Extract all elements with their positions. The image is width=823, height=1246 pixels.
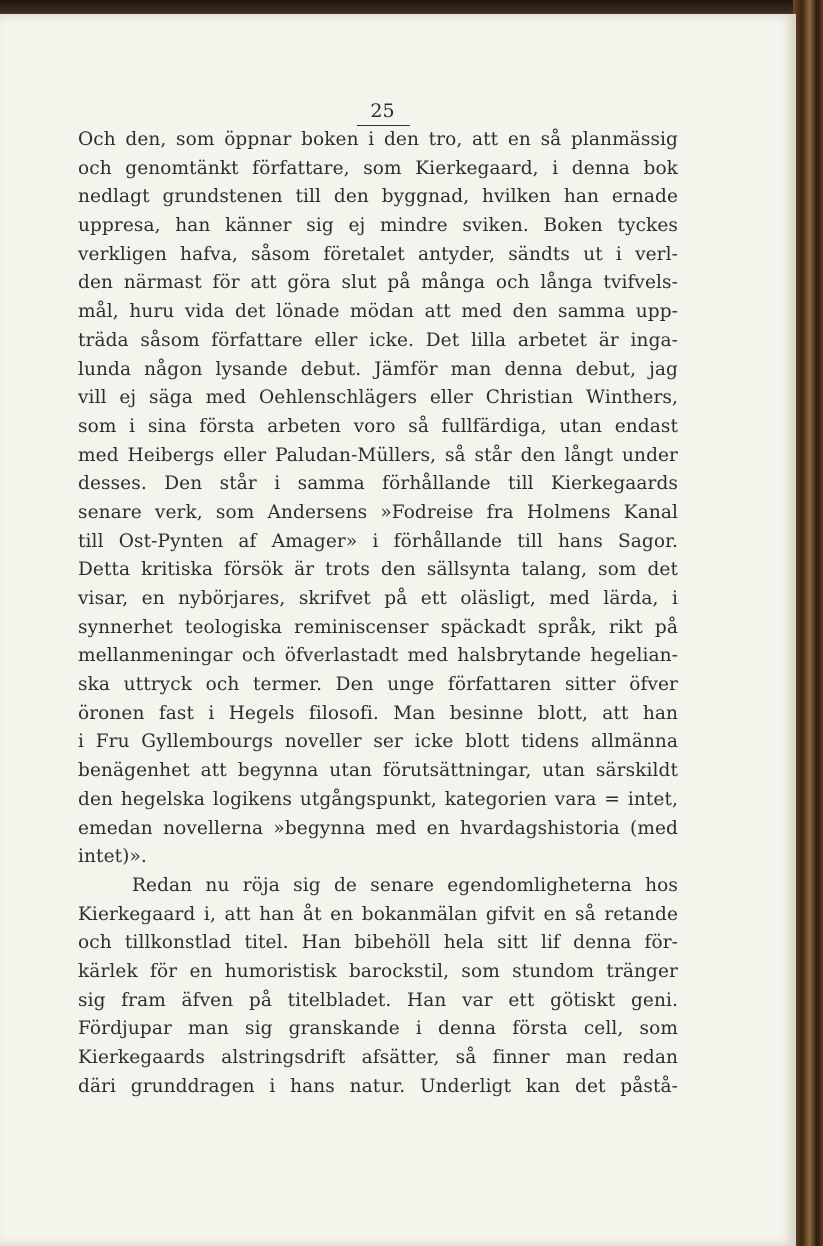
text-line: däri grunddragen i hans natur. Underligt kan det påstå- (78, 1075, 678, 1097)
text-line: nedlagt grundstenen till den byggnad, hvilken han ernade (78, 186, 678, 208)
text-line: lunda någon lysande debut. Jämför man denna debut, jag (78, 358, 678, 380)
text-line: sig fram äfven på titelbladet. Han var ett götiskt geni. (78, 989, 678, 1011)
text-line: öronen fast i Hegels filosofi. Man besinne blott, att han (78, 702, 678, 724)
text-line: Detta kritiska försök är trots den sällsynta talang, som det (78, 559, 678, 581)
text-line: och tillkonstlad titel. Han bibehöll hela sitt lif denna för- (78, 932, 678, 954)
text-line: uppresa, han känner sig ej mindre sviken. Boken tyckes (78, 215, 678, 237)
text-line: benägenhet att begynna utan förutsättningar, utan särskildt (78, 760, 678, 782)
text-line: mål, huru vida det lönade mödan att med den samma upp- (78, 301, 678, 323)
text-line: visar, en nybörjares, skrifvet på ett oläsligt, med lärda, i (78, 588, 678, 609)
text-line: Kierkegaard i, att han åt en bokanmälan gifvit en så retande (78, 903, 678, 925)
text-line: Fördjupar man sig granskande i denna första cell, som (78, 1018, 678, 1040)
text-line: den närmast för att göra slut på många och långa tvifvels- (78, 272, 678, 294)
text-line: emedan novellerna »begynna med en hvardagshistoria (med (78, 817, 678, 839)
text-line: den hegelska logikens utgångspunkt, kategorien vara = intet, (78, 788, 678, 810)
text-line: i Fru Gyllembourgs noveller ser icke blott tidens allmänna (78, 731, 678, 753)
text-line-paragraph-start: Redan nu röja sig de senare egendomligheterna hos (132, 874, 678, 896)
text-line: Kierkegaards alstringsdrift afsätter, så finner man redan (78, 1047, 678, 1068)
text-line: desses. Den står i samma förhållande till Kierkegaards (78, 473, 678, 495)
text-line: med Heibergs eller Paludan-Müllers, så står den långt under (78, 444, 678, 466)
text-line: som i sina första arbeten voro så fullfärdiga, utan endast (78, 415, 678, 437)
text-line-paragraph-end: intet)». (78, 846, 147, 868)
text-line: verkligen hafva, såsom företalet antyder, sändts ut i verl- (78, 243, 678, 265)
page-body-text (78, 126, 678, 1101)
text-line: Och den, som öppnar boken i den tro, att en så planmässig (78, 129, 678, 150)
text-line: vill ej säga med Oehlenschlägers eller Christian Winthers, (78, 387, 678, 409)
page-number: 25 (370, 100, 395, 122)
book-binding-edge (793, 0, 823, 1246)
text-line: mellanmeningar och öfverlastadt med halsbrytande hegelian- (78, 645, 678, 667)
text-line: och genomtänkt författare, som Kierkegaard, i denna bok (78, 157, 678, 179)
text-line: senare verk, som Andersens »Fodreise fra Holmens Kanal (78, 501, 678, 523)
text-line: kärlek för en humoristisk barockstil, som stundom tränger (78, 960, 678, 982)
text-line: ska uttryck och termer. Den unge författaren sitter öfver (78, 674, 678, 696)
text-line: till Ost-Pynten af Amager» i förhållande till hans Sagor. (78, 530, 678, 552)
text-line: träda såsom författare eller icke. Det lilla arbetet är inga- (78, 329, 678, 351)
text-line: synnerhet teologiska reminiscenser späckadt språk, rikt på (78, 616, 678, 638)
